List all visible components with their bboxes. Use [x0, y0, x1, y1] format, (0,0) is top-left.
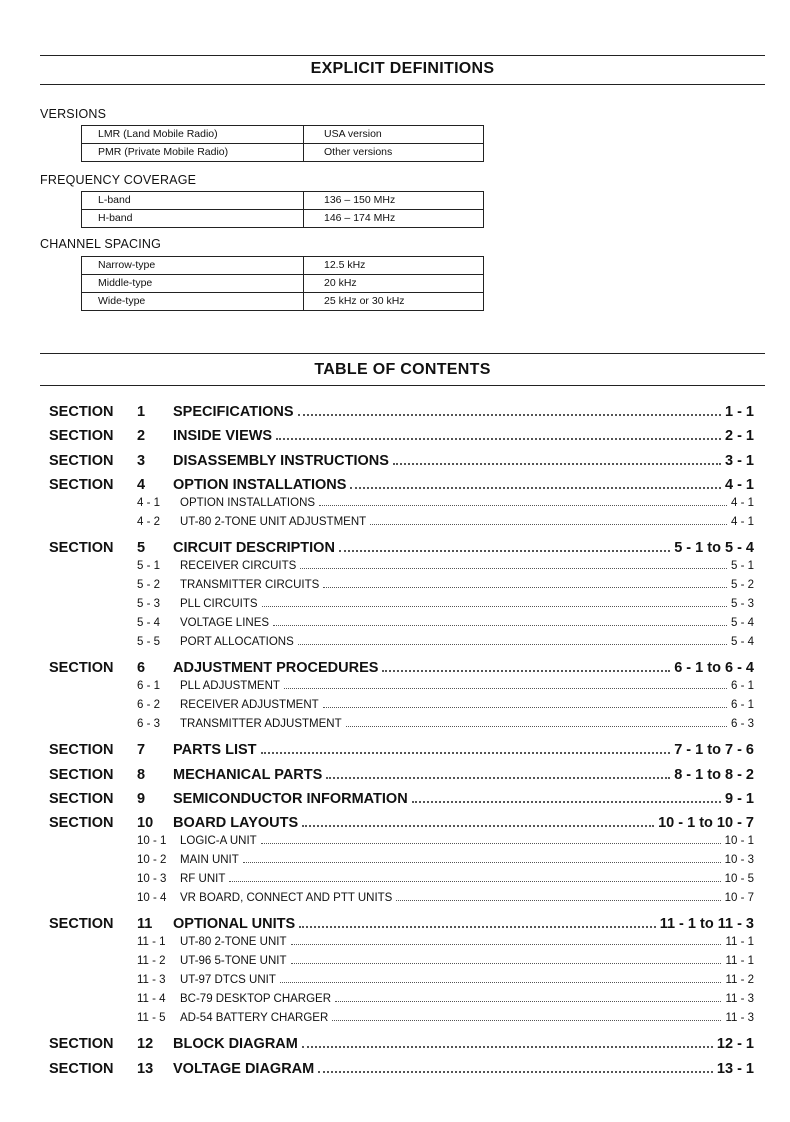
toc-leader-dots	[302, 825, 654, 827]
toc-entry	[180, 579, 754, 591]
toc-entry-number: 11 - 4	[137, 993, 166, 1006]
toc-subsection-row[interactable]	[0, 497, 790, 514]
toc-section-label: SECTION	[49, 916, 114, 933]
toc-entry-title: PLL ADJUSTMENT	[180, 680, 280, 693]
toc-entry-page: 11 - 2	[725, 974, 754, 987]
toc-entry-title: BC-79 DESKTOP CHARGER	[180, 993, 332, 1006]
toc-leader-dots	[291, 963, 722, 964]
toc-entry-page: 5 - 2	[730, 579, 754, 592]
toc-entry-page: 8 - 1 to 8 - 2	[674, 766, 754, 783]
toc-section-row[interactable]	[0, 660, 790, 682]
toc-subsection-row[interactable]	[0, 680, 790, 697]
toc-entry	[173, 742, 754, 758]
toc-section-row[interactable]	[0, 1061, 790, 1083]
toc-entry	[173, 1061, 754, 1077]
toc-entry	[173, 916, 754, 932]
toc-section-label: SECTION	[49, 1060, 114, 1077]
table-cell: Wide-type	[82, 293, 304, 311]
toc-subsection-row[interactable]	[0, 617, 790, 634]
toc-subsection-row[interactable]	[0, 1012, 790, 1029]
toc-section-row[interactable]	[0, 404, 790, 426]
toc-leader-dots	[323, 707, 727, 708]
table-cell: PMR (Private Mobile Radio)	[82, 144, 304, 162]
toc-entry-page: 10 - 7	[724, 892, 754, 905]
toc-section-label: SECTION	[49, 404, 114, 420]
toc-entry-page: 11 - 3	[725, 1012, 754, 1025]
toc-entry	[180, 699, 754, 711]
toc-entry	[180, 617, 754, 629]
toc-section-label: SECTION	[49, 452, 114, 469]
toc-section-label: SECTION	[49, 791, 114, 807]
toc-entry-number: 6 - 2	[137, 699, 161, 712]
toc-entry	[180, 497, 754, 509]
toc-entry-title: VR BOARD, CONNECT AND PTT UNITS	[180, 892, 393, 905]
toc-entry-page: 5 - 4	[730, 617, 754, 630]
toc-entry-page: 5 - 1 to 5 - 4	[674, 540, 754, 557]
toc-entry-title: UT-80 2-TONE UNIT	[180, 936, 287, 949]
toc-subsection-row[interactable]	[0, 854, 790, 871]
table-cell: 12.5 kHz	[304, 257, 484, 275]
toc-entry-page: 3 - 1	[724, 452, 754, 469]
toc-entry-title: PLL CIRCUITS	[180, 598, 258, 611]
toc-entry-page: 13 - 1	[716, 1060, 754, 1077]
toc-entry-title: MECHANICAL PARTS	[173, 766, 323, 783]
toc-entry-title: TRANSMITTER ADJUSTMENT	[180, 718, 342, 731]
toc-section-label: SECTION	[49, 660, 114, 677]
toc-heading: TABLE OF CONTENTS	[314, 361, 491, 378]
toc-entry-title: PORT ALLOCATIONS	[180, 636, 294, 649]
toc-entry-page: 2 - 1	[724, 428, 754, 445]
table-cell: Narrow-type	[82, 257, 304, 275]
toc-entry-page: 4 - 1	[730, 497, 754, 510]
toc-entry-title: VOLTAGE LINES	[180, 617, 270, 630]
toc-leader-dots	[326, 777, 670, 779]
toc-entry-number: 5 - 4	[137, 617, 161, 630]
toc-entry	[180, 516, 754, 528]
toc-entry-page: 10 - 3	[724, 854, 754, 867]
toc-entry-title: VOLTAGE DIAGRAM	[173, 1060, 315, 1077]
toc-entry-page: 11 - 1	[725, 936, 754, 949]
toc-entry-page: 11 - 1	[725, 955, 754, 968]
toc-leader-dots	[332, 1020, 721, 1021]
toc-leader-dots	[291, 944, 722, 945]
toc-section-row[interactable]	[0, 477, 790, 499]
toc-entry	[180, 993, 754, 1005]
toc-entry-title: OPTIONAL UNITS	[173, 916, 296, 933]
toc-entry-number: 4	[137, 477, 146, 494]
toc-entry	[180, 636, 754, 648]
toc-section-row[interactable]	[0, 453, 790, 475]
table-cell: Middle-type	[82, 275, 304, 293]
toc-leader-dots	[262, 606, 727, 607]
toc-entry	[180, 835, 754, 847]
toc-entry	[173, 815, 754, 831]
toc-section-row[interactable]	[0, 540, 790, 562]
toc-leader-dots	[302, 1046, 713, 1048]
toc-entry-title: AD-54 BATTERY CHARGER	[180, 1012, 329, 1025]
toc-entry-title: DISASSEMBLY INSTRUCTIONS	[173, 452, 389, 469]
toc-subsection-row[interactable]	[0, 936, 790, 953]
toc-entry-title: INSIDE VIEWS	[173, 428, 273, 445]
toc-entry-number: 9	[137, 791, 146, 807]
toc-entry	[173, 791, 754, 807]
toc-entry-page: 4 - 1	[724, 477, 754, 494]
toc-entry	[173, 477, 754, 493]
toc-entry-title: UT-80 2-TONE UNIT ADJUSTMENT	[180, 516, 367, 529]
toc-section-row[interactable]	[0, 428, 790, 450]
toc-entry-page: 5 - 1	[730, 560, 754, 573]
toc-entry-number: 11 - 1	[137, 936, 166, 949]
toc-section-row[interactable]	[0, 767, 790, 789]
toc-entry	[180, 680, 754, 692]
toc-leader-dots	[412, 801, 721, 803]
toc-entry	[173, 453, 754, 469]
toc-entry-page: 11 - 3	[725, 993, 754, 1006]
toc-subsection-row[interactable]	[0, 718, 790, 735]
toc-leader-dots	[393, 463, 721, 465]
toc-leader-dots	[299, 926, 656, 928]
toc-entry	[180, 598, 754, 610]
toc-section-row[interactable]	[0, 742, 790, 764]
toc-section-label: SECTION	[49, 540, 114, 557]
toc-entry-title: OPTION INSTALLATIONS	[180, 497, 316, 510]
toc-entry-number: 6 - 1	[137, 680, 161, 693]
toc-entry-page: 1 - 1	[724, 404, 754, 420]
toc-leader-dots	[298, 644, 727, 645]
toc-entry-title: UT-96 5-TONE UNIT	[180, 955, 287, 968]
toc-entry	[180, 936, 754, 948]
toc-section-row[interactable]	[0, 815, 790, 837]
toc-entry-title: LOGIC-A UNIT	[180, 835, 257, 848]
toc-entry-number: 11 - 2	[137, 955, 166, 968]
toc-leader-dots	[339, 550, 670, 552]
toc-entry-page: 10 - 1	[724, 835, 754, 848]
toc-entry-page: 5 - 3	[730, 598, 754, 611]
toc-entry	[173, 428, 754, 444]
toc-entry-page: 10 - 1 to 10 - 7	[658, 815, 754, 832]
toc-section-label: SECTION	[49, 428, 114, 445]
toc-entry-number: 8	[137, 766, 146, 783]
toc-leader-dots	[261, 752, 671, 754]
toc-leader-dots	[318, 1071, 713, 1073]
toc-entry-number: 10 - 3	[137, 873, 167, 886]
toc-entry-number: 10 - 4	[137, 892, 167, 905]
toc-entry-number: 2	[137, 428, 146, 445]
toc-entry	[173, 540, 754, 556]
toc-entry-page: 6 - 1	[730, 680, 754, 693]
toc-leader-dots	[261, 843, 721, 844]
toc-entry-title: ADJUSTMENT PROCEDURES	[173, 660, 379, 677]
table-cell: 136 – 150 MHz	[304, 192, 484, 210]
toc-entry-page: 6 - 1	[730, 699, 754, 712]
toc-entry-number: 5 - 2	[137, 579, 161, 592]
toc-section-label: SECTION	[49, 742, 114, 759]
toc-leader-dots	[370, 524, 727, 525]
toc-leader-dots	[280, 982, 722, 983]
toc-entry-number: 5 - 1	[137, 560, 161, 573]
toc-entry	[180, 974, 754, 986]
toc-entry-number: 5 - 3	[137, 598, 161, 611]
toc-section-row[interactable]	[0, 1036, 790, 1058]
toc-subsection-row[interactable]	[0, 835, 790, 852]
table-cell: Other versions	[304, 144, 484, 162]
table-cell: USA version	[304, 126, 484, 144]
toc-leader-dots	[396, 900, 720, 901]
toc-entry	[180, 955, 754, 967]
toc-entry-title: SEMICONDUCTOR INFORMATION	[173, 791, 408, 807]
toc-leader-dots	[273, 625, 727, 626]
toc-entry-page: 10 - 5	[724, 873, 754, 886]
definitions-heading: EXPLICIT DEFINITIONS	[310, 60, 495, 77]
toc-entry-page: 7 - 1 to 7 - 6	[674, 742, 754, 759]
toc-entry-title: MAIN UNIT	[180, 854, 239, 867]
toc-leader-dots	[300, 568, 727, 569]
versions-label: VERSIONS	[40, 107, 107, 121]
toc-subsection-row[interactable]	[0, 873, 790, 890]
toc-entry-number: 6 - 3	[137, 718, 161, 731]
toc-leader-dots	[346, 726, 727, 727]
toc-entry-page: 5 - 4	[730, 636, 754, 649]
toc-entry-page: 6 - 1 to 6 - 4	[674, 660, 754, 677]
toc-entry-number: 1	[137, 404, 146, 420]
toc-subsection-row[interactable]	[0, 560, 790, 577]
table-cell: L-band	[82, 192, 304, 210]
toc-subsection-row[interactable]	[0, 892, 790, 909]
toc-entry-number: 11	[137, 916, 153, 933]
toc-leader-dots	[284, 688, 727, 689]
toc-entry-title: BOARD LAYOUTS	[173, 815, 299, 832]
toc-entry-title: BLOCK DIAGRAM	[173, 1036, 298, 1053]
toc-entry-number: 11 - 5	[137, 1012, 166, 1025]
toc-section-label: SECTION	[49, 766, 114, 783]
toc-leader-dots	[276, 438, 721, 440]
toc-leader-dots	[243, 862, 721, 863]
toc-entry-page: 11 - 1 to 11 - 3	[659, 916, 754, 933]
toc-entry-title: SPECIFICATIONS	[173, 404, 294, 420]
toc-subsection-row[interactable]	[0, 636, 790, 653]
toc-entry-number: 11 - 3	[137, 974, 166, 987]
toc-entry-title: RECEIVER ADJUSTMENT	[180, 699, 319, 712]
toc-entry-page: 4 - 1	[730, 516, 754, 529]
toc-leader-dots	[323, 587, 727, 588]
toc-entry	[180, 873, 754, 885]
toc-entry-page: 12 - 1	[716, 1036, 754, 1053]
toc-section-label: SECTION	[49, 1036, 114, 1053]
toc-entry-title: UT-97 DTCS UNIT	[180, 974, 276, 987]
toc-entry	[180, 560, 754, 572]
toc-entry-title: RF UNIT	[180, 873, 226, 886]
toc-entry	[180, 854, 754, 866]
toc-entry-number: 10 - 2	[137, 854, 167, 867]
toc-entry	[173, 404, 754, 420]
toc-entry-title: PARTS LIST	[173, 742, 257, 759]
toc-entry-page: 9 - 1	[724, 791, 754, 807]
toc-entry	[173, 660, 754, 676]
toc-entry	[180, 1012, 754, 1024]
table-cell: 20 kHz	[304, 275, 484, 293]
toc-entry	[173, 1036, 754, 1052]
toc-subsection-row[interactable]	[0, 699, 790, 716]
toc-entry	[180, 892, 754, 904]
channel-spacing-label: CHANNEL SPACING	[40, 237, 162, 251]
toc-entry-page: 6 - 3	[730, 718, 754, 731]
toc-entry-number: 13	[137, 1060, 154, 1077]
toc-entry-number: 12	[137, 1036, 154, 1053]
toc-entry-number: 7	[137, 742, 146, 759]
toc-subsection-row[interactable]	[0, 579, 790, 596]
toc-entry	[173, 767, 754, 783]
toc-section-row[interactable]	[0, 791, 790, 813]
toc-subsection-row[interactable]	[0, 955, 790, 972]
toc-entry-number: 4 - 1	[137, 497, 161, 510]
table-cell: 25 kHz or 30 kHz	[304, 293, 484, 311]
toc-entry-title: OPTION INSTALLATIONS	[173, 477, 347, 494]
toc-entry-number: 6	[137, 660, 146, 677]
toc-leader-dots	[319, 505, 727, 506]
toc-entry-title: RECEIVER CIRCUITS	[180, 560, 297, 573]
toc-entry-number: 10 - 1	[137, 835, 167, 848]
toc-entry-title: CIRCUIT DESCRIPTION	[173, 540, 335, 557]
frequency-coverage-label: FREQUENCY COVERAGE	[40, 173, 197, 187]
toc-entry-number: 3	[137, 452, 146, 469]
toc-leader-dots	[298, 414, 721, 416]
toc-leader-dots	[382, 670, 670, 672]
toc-subsection-row[interactable]	[0, 974, 790, 991]
toc-subsection-row[interactable]	[0, 598, 790, 615]
toc-section-label: SECTION	[49, 815, 114, 832]
table-cell: H-band	[82, 210, 304, 228]
toc-leader-dots	[350, 487, 721, 489]
table-cell: LMR (Land Mobile Radio)	[82, 126, 304, 144]
toc-entry-title: TRANSMITTER CIRCUITS	[180, 579, 320, 592]
toc-leader-dots	[335, 1001, 721, 1002]
table-cell: 146 – 174 MHz	[304, 210, 484, 228]
toc-entry-number: 10	[137, 815, 154, 832]
toc-subsection-row[interactable]	[0, 516, 790, 533]
toc-entry-number: 5	[137, 540, 146, 557]
toc-subsection-row[interactable]	[0, 993, 790, 1010]
toc-entry-number: 4 - 2	[137, 516, 161, 529]
toc-section-row[interactable]	[0, 916, 790, 938]
toc-entry	[180, 718, 754, 730]
toc-leader-dots	[229, 881, 720, 882]
toc-entry-number: 5 - 5	[137, 636, 161, 649]
toc-section-label: SECTION	[49, 477, 114, 494]
